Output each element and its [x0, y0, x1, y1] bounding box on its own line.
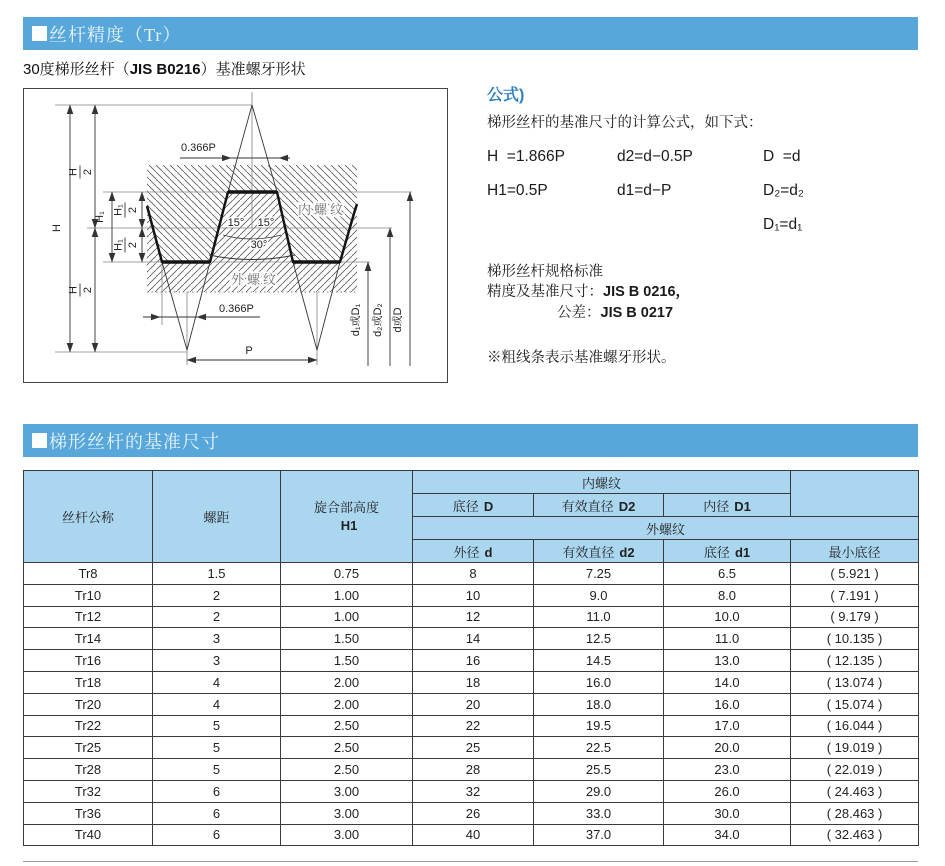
caption-post: ）基准螺牙形状 [200, 61, 306, 78]
header-pitch-dia-d2: 有效直径 d2 [534, 540, 664, 563]
section2-title: 梯形丝杆的基准尺寸 [49, 431, 220, 452]
table-row: Tr32 6 3.00 32 29.0 26.0 ( 24.463 ) [24, 780, 919, 802]
dim-d2-or-D2-label: d₂或D₂ [372, 303, 384, 337]
table-row: Tr28 5 2.50 28 25.5 23.0 ( 22.019 ) [24, 759, 919, 781]
header-root-dia-d1: 底径 d1 [664, 540, 791, 563]
formula-d2: d2=d−0.5P [617, 147, 693, 165]
standards-line2: 公差：JIS B 0217 [557, 304, 674, 321]
table-row: Tr12 2 1.00 12 11.0 10.0 ( 9.179 ) [24, 606, 919, 628]
formula-D: D =d [763, 147, 801, 165]
header-external-thread: 外螺纹 [413, 517, 919, 540]
page-bottom-rule [23, 861, 918, 862]
external-thread-label: 外螺纹 [230, 272, 280, 287]
dim-d-or-D-label: d或D [392, 307, 404, 333]
header-engagement-height: 旋合部高度 H1 [281, 471, 413, 563]
table-row: Tr20 4 2.00 20 18.0 16.0 ( 15.074 ) [24, 693, 919, 715]
standards-line1: 精度及基准尺寸：JIS B 0216， [487, 284, 691, 301]
formula-heading: 公式) [487, 87, 525, 104]
table-row: Tr14 3 1.50 14 12.5 11.0 ( 10.135 ) [24, 628, 919, 650]
header-minor-dia-D1: 内径 D1 [664, 494, 791, 517]
thread-profile-diagram [23, 88, 448, 383]
table-row: Tr40 6 3.00 40 37.0 34.0 ( 32.463 ) [24, 824, 919, 846]
internal-thread-label: 内螺纹 [297, 202, 347, 217]
table-row: Tr25 5 2.50 25 22.5 20.0 ( 19.019 ) [24, 737, 919, 759]
formula-D2: D₂=d₂ [763, 181, 804, 199]
svg-text:2: 2 [127, 206, 139, 214]
angle-15-left-label: 15° [227, 217, 245, 229]
diagonal-cell [791, 471, 919, 517]
header-internal-thread: 内螺纹 [413, 471, 791, 494]
dim-h-label: H [51, 224, 63, 232]
dimension-table-body [24, 563, 919, 846]
dim-d1-or-D1-label: d₁或D₁ [350, 303, 362, 337]
table-row: Tr8 1.5 0.75 8 7.25 6.5 ( 5.921 ) [24, 563, 919, 585]
angle-30-label: 30° [250, 239, 268, 251]
header-major-dia-d: 外径 d [413, 540, 534, 563]
svg-text:2: 2 [82, 168, 94, 176]
table-row: Tr16 3 1.50 16 14.5 13.0 ( 12.135 ) [24, 650, 919, 672]
standards-title: 梯形丝杆规格标准 [487, 264, 603, 281]
svg-text:H₁: H₁ [112, 239, 125, 251]
caption-standard-code: JIS B0216 [129, 61, 201, 78]
dim-0366p-bottom-label: 0.366P [219, 303, 254, 315]
section1-title: 丝杆精度（Tr） [49, 24, 182, 45]
table-row: Tr36 6 3.00 26 33.0 30.0 ( 28.463 ) [24, 802, 919, 824]
white-square-icon [32, 26, 47, 41]
header-pitch-dia-D2: 有效直径 D2 [534, 494, 664, 517]
formula-d1: d1=d−P [617, 181, 672, 199]
table-row: Tr18 4 2.00 18 16.0 14.0 ( 13.074 ) [24, 671, 919, 693]
thread-profile-svg [23, 88, 448, 383]
section-header-screw-accuracy [23, 17, 918, 50]
dim-h1-label: H₁ [94, 211, 106, 223]
dim-p-label: P [245, 345, 253, 357]
svg-text:H: H [67, 286, 80, 294]
formula-D1: D₁=d₁ [763, 215, 803, 233]
formula-grid [487, 147, 918, 235]
formula-intro: 梯形丝杆的基准尺寸的计算公式，如下式： [487, 114, 763, 131]
angle-15-right-label: 15° [257, 217, 275, 229]
dimension-table [23, 470, 919, 846]
standard-code-0217: JIS B 0217 [600, 304, 674, 321]
svg-text:H: H [67, 168, 80, 176]
header-root-dia-D: 底径 D [413, 494, 534, 517]
white-square-icon [32, 433, 47, 448]
standards-block [487, 262, 918, 323]
thick-line-note: ※粗线条表示基准螺牙形状。 [487, 349, 676, 366]
dimension-table-header [24, 471, 919, 563]
header-nominal: 丝杆公称 [24, 471, 153, 563]
dim-0366p-top-label: 0.366P [181, 142, 216, 154]
caption-pre: 30度梯形丝杆（ [23, 61, 130, 78]
table-row: Tr10 2 1.00 10 9.0 8.0 ( 7.191 ) [24, 584, 919, 606]
diagram-caption [23, 58, 306, 79]
svg-text:H₁: H₁ [112, 204, 125, 216]
svg-text:2: 2 [127, 241, 139, 249]
table-row: Tr22 5 2.50 22 19.5 17.0 ( 16.044 ) [24, 715, 919, 737]
section-header-basic-dimensions [23, 424, 918, 457]
header-min-root-dia: 最小底径 [791, 540, 919, 563]
formula-panel [487, 86, 918, 368]
formula-H1: H1=0.5P [487, 181, 548, 199]
standard-code-0216: JIS B 0216， [603, 284, 691, 301]
svg-text:2: 2 [82, 286, 94, 294]
formula-H: H =1.866P [487, 147, 565, 165]
header-pitch: 螺距 [153, 471, 281, 563]
